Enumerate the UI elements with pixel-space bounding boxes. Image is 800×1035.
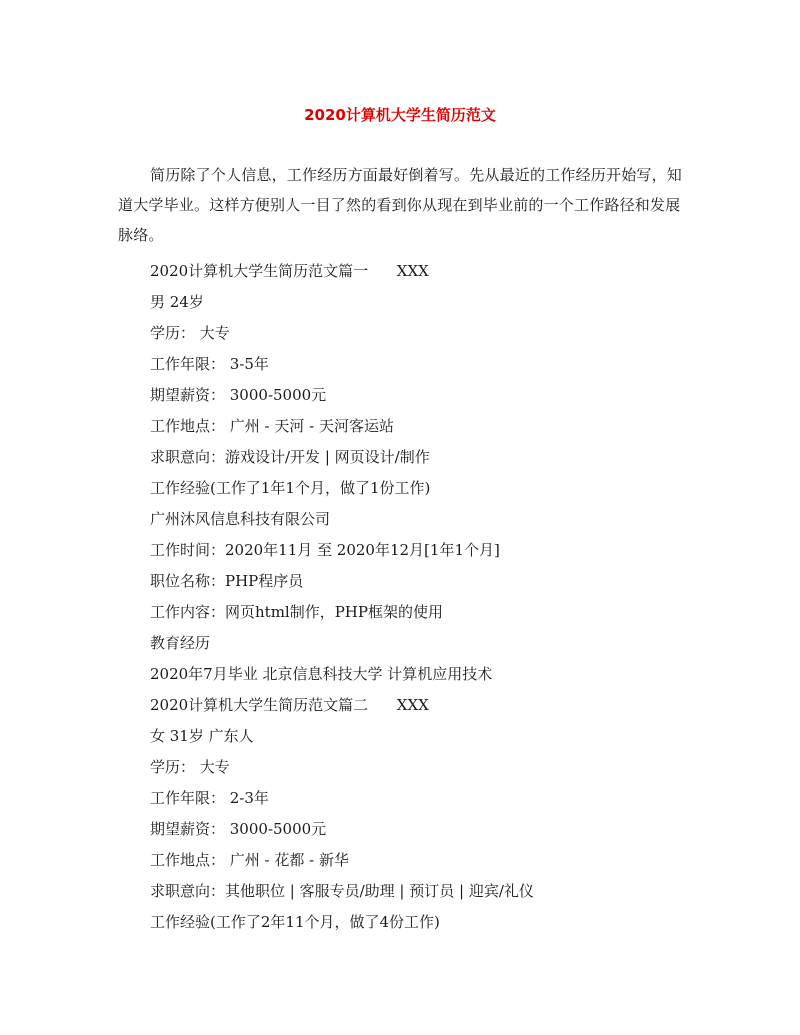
resume-line: 2020年7月毕业 北京信息科技大学 计算机应用技术 [150, 665, 493, 683]
resume-lines [150, 256, 710, 938]
resume-line: 求职意向：其他职位 | 客服专员/助理 | 预订员 | 迎宾/礼仪 [150, 882, 534, 900]
resume-line: 期望薪资： 3000-5000元 [150, 386, 327, 404]
resume-line: 工作地点： 广州 - 天河 - 天河客运站 [150, 417, 394, 435]
resume-line: 广州沐风信息科技有限公司 [150, 510, 331, 528]
resume-line: 工作经验(工作了1年1个月，做了1份工作) [150, 479, 431, 497]
intro-paragraph: 简历除了个人信息，工作经历方面最好倒着写。先从最近的工作经历开始写，知道大学毕业。这样方便别人一目了然的看到你从现在到毕业前的一个工作路径和发展脉络。 [118, 166, 683, 244]
resume-line: 工作时间：2020年11月 至 2020年12月[1年1个月] [150, 541, 500, 559]
resume-line: 期望薪资： 3000-5000元 [150, 820, 327, 838]
resume-line: 2020计算机大学生简历范文篇一 XXX [150, 262, 429, 280]
resume-line: 学历： 大专 [150, 758, 230, 776]
resume-line: 女 31岁 广东人 [150, 727, 254, 745]
resume-line: 工作经验(工作了2年11个月，做了4份工作) [150, 913, 440, 931]
resume-line: 工作地点： 广州 - 花都 - 新华 [150, 851, 349, 869]
resume-line: 工作年限： 2-3年 [150, 789, 269, 807]
resume-line: 工作年限： 3-5年 [150, 355, 269, 373]
resume-line: 男 24岁 [150, 293, 204, 311]
resume-line: 职位名称：PHP程序员 [150, 572, 304, 590]
resume-line: 学历： 大专 [150, 324, 230, 342]
resume-line: 教育经历 [150, 634, 211, 652]
resume-line: 求职意向：游戏设计/开发 | 网页设计/制作 [150, 448, 430, 466]
document-title: 2020计算机大学生简历范文 [304, 106, 496, 124]
resume-line: 2020计算机大学生简历范文篇二 XXX [150, 696, 429, 714]
resume-line: 工作内容：网页html制作，PHP框架的使用 [150, 603, 443, 621]
